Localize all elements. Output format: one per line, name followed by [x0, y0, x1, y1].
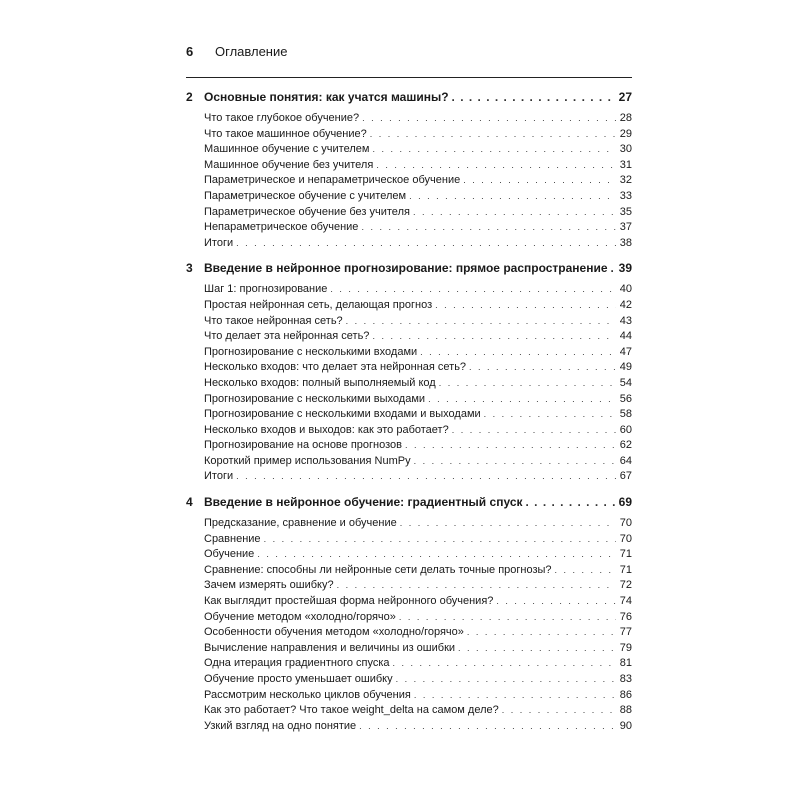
dot-leader	[362, 113, 616, 123]
dot-leader	[236, 238, 616, 248]
chapter-title: Основные понятия: как учатся машины?	[204, 90, 449, 104]
toc-entry[interactable]	[186, 143, 632, 159]
chapter-number: 2	[186, 90, 193, 104]
toc-entry-title: Несколько входов: полный выполняемый код	[204, 376, 436, 389]
toc-entry[interactable]	[186, 548, 632, 564]
dot-leader	[257, 549, 615, 559]
toc-entry-title: Прогнозирование с несколькими входами	[204, 345, 418, 358]
toc-entry-page: 35	[619, 205, 632, 218]
toc-entry[interactable]	[186, 595, 632, 611]
toc-entry-title: Предсказание, сравнение и обучение	[204, 517, 397, 530]
toc-entry-title: Сравнение: способны ли нейронные сети делать точные прогнозы?	[204, 563, 552, 576]
toc-entry[interactable]	[186, 579, 632, 595]
chapter-page-number: 69	[618, 495, 632, 510]
dot-leader	[484, 409, 616, 419]
dot-leader	[372, 331, 615, 341]
toc-entry-page: 74	[619, 595, 632, 608]
toc-entry-title: Сравнение	[204, 532, 261, 545]
dot-leader	[359, 721, 616, 731]
toc-entry-title: Что такое глубокое обучение?	[204, 112, 360, 124]
toc-entry[interactable]	[186, 533, 632, 549]
toc-entry-page: 70	[619, 532, 632, 545]
toc-entry[interactable]	[186, 283, 632, 299]
chapter-number: 3	[186, 261, 193, 276]
dot-leader	[420, 347, 616, 357]
dot-leader	[439, 378, 616, 388]
dot-leader	[409, 191, 616, 201]
page-header	[186, 44, 287, 59]
toc-entry-page: 76	[619, 610, 632, 623]
page-header-title: Оглавление	[215, 44, 288, 59]
dot-leader	[264, 534, 616, 544]
toc-entry[interactable]	[186, 439, 632, 455]
toc-entry[interactable]	[186, 704, 632, 720]
toc-entry-page: 83	[619, 673, 632, 685]
chapter-section	[186, 261, 632, 486]
dot-leader	[413, 207, 616, 217]
toc-entry-title: Узкий взгляд на одно понятие	[204, 719, 357, 732]
dot-leader	[496, 596, 615, 606]
dot-leader	[452, 90, 615, 104]
toc-entry[interactable]	[186, 689, 632, 705]
toc-entry-title: Параметрическое обучение с учителем	[204, 189, 407, 202]
toc-entry-page: 30	[619, 143, 632, 156]
page-number: 6	[186, 44, 194, 59]
dot-leader	[405, 440, 616, 450]
toc-entry-title: Простая нейронная сеть, делающая прогноз	[204, 298, 433, 311]
dot-leader	[376, 160, 615, 170]
toc-entry-page: 29	[619, 127, 632, 140]
toc-entry-page: 62	[619, 439, 632, 452]
toc-entry-page: 79	[619, 641, 632, 654]
dot-leader	[372, 144, 615, 154]
toc-entry-title: Итоги	[204, 236, 234, 249]
toc-entry[interactable]	[186, 221, 632, 237]
dot-leader	[414, 456, 616, 466]
toc-entry[interactable]	[186, 720, 632, 736]
toc-entry-page: 54	[619, 376, 632, 389]
toc-entry-page: 72	[619, 579, 632, 592]
toc-entry[interactable]	[186, 112, 632, 128]
toc-entry[interactable]	[186, 657, 632, 673]
toc-entry-title: Машинное обучение без учителя	[204, 158, 374, 171]
toc-entry-page: 49	[619, 361, 632, 374]
toc-entry[interactable]	[186, 424, 632, 440]
toc-entry-title: Что такое нейронная сеть?	[204, 314, 343, 327]
dot-leader	[414, 690, 616, 700]
toc-entry-page: 90	[619, 719, 632, 732]
toc-entry-page: 88	[619, 704, 632, 717]
dot-leader	[463, 175, 616, 185]
toc-entry-page: 67	[619, 470, 632, 483]
chapter-heading[interactable]	[186, 90, 632, 106]
dot-leader	[502, 705, 616, 715]
toc-entry[interactable]	[186, 393, 632, 409]
toc-entry[interactable]	[186, 346, 632, 362]
toc-entry-page: 38	[619, 236, 632, 249]
toc-entry-title: Несколько входов и выходов: как это работает?	[204, 423, 449, 436]
dot-leader	[435, 300, 616, 310]
dot-leader	[393, 658, 616, 668]
toc-entry-page: 71	[619, 563, 632, 576]
toc-entry-title: Что делает эта нейронная сеть?	[204, 330, 370, 343]
toc-entry[interactable]	[186, 642, 632, 658]
toc-entry[interactable]	[186, 611, 632, 627]
toc-entry-title: Машинное обучение с учителем	[204, 143, 370, 156]
toc-entry-page: 60	[619, 423, 632, 436]
toc-entry-page: 42	[619, 298, 632, 311]
dot-leader	[555, 565, 616, 575]
chapter-title: Введение в нейронное прогнозирование: прямое распространение	[204, 261, 608, 276]
toc-entry[interactable]	[186, 128, 632, 144]
dot-leader	[467, 627, 616, 637]
toc-entry-title: Параметрическое и непараметрическое обучение	[204, 174, 461, 187]
toc-entry-page: 77	[619, 626, 632, 639]
toc-entry[interactable]	[186, 315, 632, 331]
toc-entry-page: 81	[619, 657, 632, 670]
chapter-heading[interactable]	[186, 495, 632, 511]
toc-entry[interactable]	[186, 470, 632, 486]
toc-entry-page: 40	[619, 283, 632, 296]
toc-entry[interactable]	[186, 408, 632, 424]
dot-leader	[399, 612, 616, 622]
toc-entry[interactable]	[186, 517, 632, 533]
toc-entry[interactable]	[186, 626, 632, 642]
dot-leader	[337, 580, 616, 590]
toc-entry-page: 71	[619, 548, 632, 561]
chapter-section	[186, 90, 632, 252]
toc-entry-title: Параметрическое обучение без учителя	[204, 205, 410, 218]
toc-entry-title: Непараметрическое обучение	[204, 221, 359, 234]
toc-entry-title: Обучение	[204, 548, 255, 561]
toc-entry-title: Что такое машинное обучение?	[204, 127, 367, 140]
table-of-contents	[186, 90, 632, 744]
dot-leader	[469, 362, 616, 372]
toc-entry[interactable]	[186, 190, 632, 206]
dot-leader	[452, 425, 616, 435]
toc-entry-title: Обучение методом «холодно/горячо»	[204, 610, 396, 623]
toc-entry-page: 28	[619, 112, 632, 124]
toc-entry[interactable]	[186, 330, 632, 346]
toc-entry-page: 33	[619, 189, 632, 202]
toc-entry[interactable]	[186, 174, 632, 190]
toc-entry-page: 70	[619, 517, 632, 530]
chapter-page-number: 27	[618, 90, 632, 104]
toc-entry[interactable]	[186, 564, 632, 580]
dot-leader	[526, 495, 615, 509]
toc-entry-title: Зачем измерять ошибку?	[204, 579, 334, 592]
toc-entry-title: Прогнозирование на основе прогнозов	[204, 439, 402, 452]
toc-entry[interactable]	[186, 455, 632, 471]
chapter-section	[186, 495, 632, 735]
toc-entry-title: Как выглядит простейшая форма нейронного обучения?	[204, 595, 494, 608]
toc-entry-page: 37	[619, 221, 632, 234]
toc-entry-title: Обучение просто уменьшает ошибку	[204, 673, 393, 685]
toc-entry-title: Рассмотрим несколько циклов обучения	[204, 688, 411, 701]
toc-entry-title: Прогнозирование с несколькими входами и выходами	[204, 408, 481, 421]
dot-leader	[346, 316, 616, 326]
toc-entry[interactable]	[186, 159, 632, 175]
dot-leader	[236, 471, 616, 481]
dot-leader	[400, 518, 616, 528]
toc-entry-page: 44	[619, 330, 632, 343]
toc-entry[interactable]	[186, 673, 632, 689]
dot-leader	[396, 674, 616, 684]
toc-entry-page: 58	[619, 408, 632, 421]
toc-entry[interactable]	[186, 377, 632, 393]
dot-leader	[458, 643, 616, 653]
chapter-number: 4	[186, 495, 193, 510]
toc-entry-title: Как это работает? Что такое weight_delta на самом деле?	[204, 704, 499, 717]
chapter-heading[interactable]	[186, 261, 632, 277]
toc-entry-page: 86	[619, 688, 632, 701]
dot-leader	[370, 129, 616, 139]
toc-entry[interactable]	[186, 237, 632, 253]
toc-entry-title: Вычисление направления и величины из ошибки	[204, 641, 456, 654]
header-divider	[186, 77, 632, 78]
toc-entry-page: 31	[619, 158, 632, 171]
toc-entry-page: 32	[619, 174, 632, 187]
dot-leader	[428, 394, 616, 404]
toc-entry[interactable]	[186, 299, 632, 315]
dot-leader	[361, 222, 615, 232]
toc-entry-title: Одна итерация градиентного спуска	[204, 657, 390, 670]
toc-entry-title: Шаг 1: прогнозирование	[204, 283, 328, 296]
toc-entry-title: Несколько входов: что делает эта нейронная сеть?	[204, 361, 467, 374]
toc-entry-page: 56	[619, 392, 632, 405]
chapter-title: Введение в нейронное обучение: градиентный спуск	[204, 495, 523, 510]
toc-entry-page: 43	[619, 314, 632, 327]
toc-entry[interactable]	[186, 206, 632, 222]
toc-entry-title: Итоги	[204, 470, 234, 483]
toc-entry[interactable]	[186, 361, 632, 377]
toc-entry-title: Особенности обучения методом «холодно/горячо»	[204, 626, 464, 639]
toc-entry-page: 47	[619, 345, 632, 358]
dot-leader	[330, 284, 615, 294]
toc-entry-title: Прогнозирование с несколькими выходами	[204, 392, 426, 405]
chapter-page-number: 39	[618, 261, 632, 276]
toc-entry-page: 64	[619, 454, 632, 467]
toc-entry-title: Короткий пример использования NumPy	[204, 454, 411, 467]
